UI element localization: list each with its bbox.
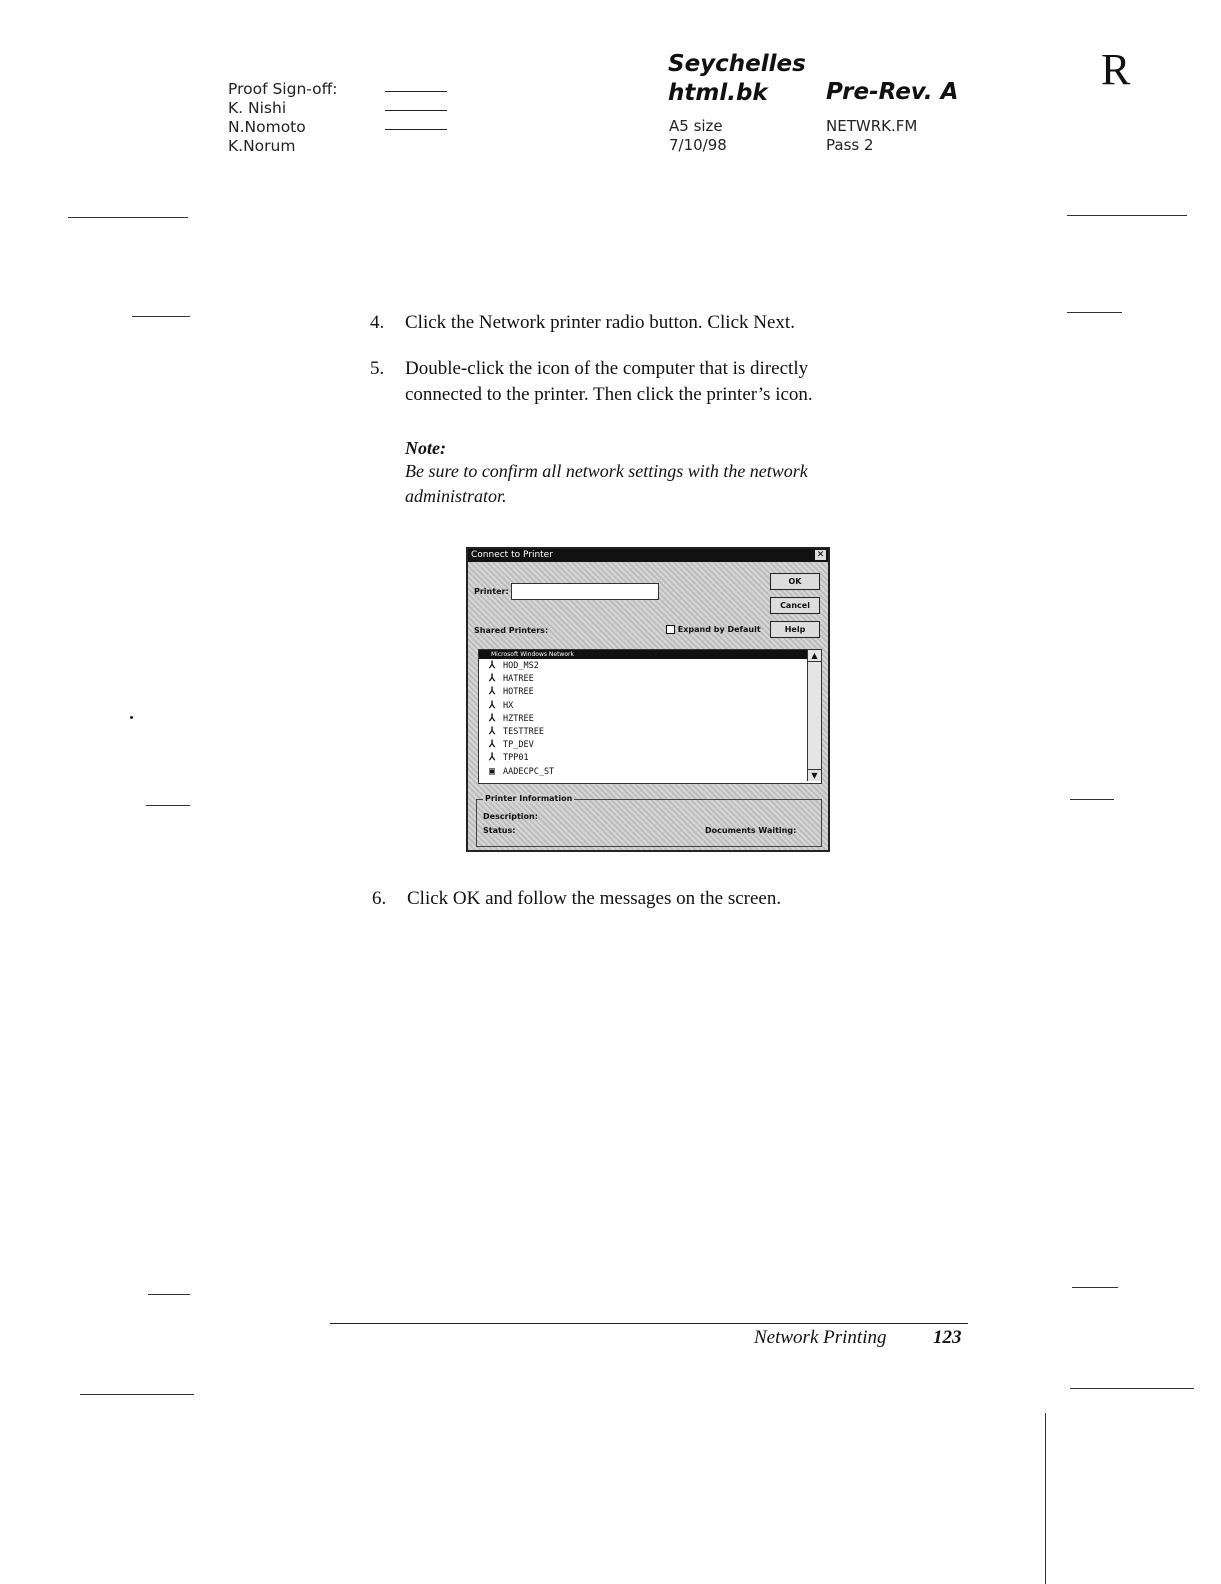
list-item[interactable]: [479, 699, 821, 712]
revision-label: Pre-Rev. A: [826, 79, 959, 105]
doc-size-date: [669, 117, 727, 155]
crop-mark: [1070, 799, 1114, 800]
network-tree-icon: ⅄: [489, 673, 496, 685]
close-icon[interactable]: ✕: [816, 550, 825, 560]
help-button[interactable]: Help: [770, 621, 820, 638]
signature-line: [385, 110, 447, 111]
scroll-down-icon[interactable]: ▼: [808, 769, 821, 781]
checkbox-icon: [666, 625, 675, 634]
shared-printers-label: Shared Printers:: [474, 626, 549, 635]
crop-mark: [148, 1294, 190, 1295]
file-name: NETWRK.FM: [826, 117, 918, 135]
expand-label: Expand by Default: [677, 625, 761, 634]
pass-number: Pass 2: [826, 136, 874, 154]
project-title: [668, 50, 806, 108]
network-tree-icon: ⅄: [489, 725, 496, 737]
scroll-up-icon[interactable]: ▲: [808, 650, 821, 662]
group-label: Printer Information: [485, 794, 573, 803]
page-size: A5 size: [669, 117, 723, 135]
list-item[interactable]: [479, 725, 821, 738]
binding-rule: [1045, 1413, 1046, 1584]
crop-mark: [1070, 1388, 1194, 1389]
list-item-label: TESTTREE: [503, 726, 544, 737]
list-item[interactable]: [479, 672, 821, 685]
list-item[interactable]: [479, 738, 821, 751]
ok-button[interactable]: OK: [770, 573, 820, 590]
status-label: Status:: [483, 826, 516, 835]
crop-mark: [1072, 1287, 1118, 1288]
signature-line: [385, 129, 447, 130]
crop-mark: [146, 805, 190, 806]
footer-rule: [330, 1323, 968, 1324]
registration-dot: [130, 716, 133, 719]
page-marker: R: [1101, 45, 1131, 94]
project-name: Seychelles: [668, 51, 806, 77]
network-tree-icon: ⅄: [489, 712, 496, 724]
proofer-name: K.Norum: [228, 137, 296, 155]
step-4: [370, 310, 990, 336]
proof-label: Proof Sign-off:: [228, 80, 338, 98]
note-block: [405, 438, 965, 509]
printer-input[interactable]: [511, 583, 659, 600]
dialog-title: Connect to Printer: [471, 550, 553, 560]
step-number: 6.: [372, 888, 387, 909]
network-tree-icon: ⅄: [489, 699, 496, 711]
doc-date: 7/10/98: [669, 136, 727, 154]
signature-line: [385, 91, 447, 92]
list-item-label: HOTREE: [503, 687, 534, 698]
crop-mark: [1067, 215, 1187, 216]
expand-by-default-checkbox[interactable]: [666, 625, 761, 634]
printer-information-group: [476, 794, 822, 847]
network-tree-icon: ⅄: [489, 686, 496, 698]
step-text: Click OK and follow the messages on the screen.: [407, 888, 782, 909]
step-5: [370, 356, 990, 408]
network-tree-icon: ⅄: [489, 752, 496, 764]
proof-signoff: [228, 80, 338, 156]
computer-icon: ▣: [489, 765, 496, 777]
list-item-label: HOD_MS2: [503, 661, 539, 671]
connect-to-printer-dialog: [466, 547, 830, 852]
description-label: Description:: [483, 812, 538, 821]
list-item-label: HX: [503, 700, 514, 711]
step-text: Double-click the icon of the computer that is directly: [405, 358, 809, 379]
shared-printers-list[interactable]: [478, 649, 822, 784]
list-item-label: AADECPC_ST: [503, 766, 555, 777]
doc-file-pass: [826, 117, 917, 155]
note-text: Be sure to confirm all network settings with the network: [405, 461, 808, 481]
crop-mark: [132, 316, 190, 317]
list-item-label: TPP01: [503, 753, 529, 764]
list-scrollbar[interactable]: [807, 650, 821, 781]
list-item[interactable]: [479, 659, 821, 672]
list-item[interactable]: [479, 765, 821, 778]
documents-waiting-label: Documents Waiting:: [705, 826, 797, 835]
step-text: connected to the printer. Then click the printer’s icon.: [405, 384, 813, 405]
page-number: 123: [933, 1327, 962, 1348]
network-tree-icon: ⅄: [489, 660, 496, 671]
step-6: [372, 886, 992, 912]
list-item-label: HZTREE: [503, 713, 534, 724]
list-item[interactable]: [479, 685, 821, 698]
proofer-name: K. Nishi: [228, 99, 287, 117]
printer-label: Printer:: [474, 587, 509, 596]
list-item[interactable]: [479, 751, 821, 764]
crop-mark: [1067, 312, 1122, 313]
note-text: administrator.: [405, 486, 507, 506]
step-number: 5.: [370, 358, 385, 379]
cancel-button[interactable]: Cancel: [770, 597, 820, 614]
note-heading: Note:: [405, 438, 446, 458]
list-item-label: HATREE: [503, 674, 534, 685]
crop-mark: [80, 1394, 194, 1395]
step-number: 4.: [370, 312, 385, 333]
crop-mark: [68, 217, 188, 218]
section-title: Network Printing: [754, 1327, 887, 1348]
proofer-name: N.Nomoto: [228, 118, 306, 136]
book-name: html.bk: [668, 80, 768, 106]
list-item[interactable]: [479, 712, 821, 725]
list-header[interactable]: Microsoft Windows Network: [479, 650, 821, 659]
network-tree-icon: ⅄: [489, 739, 496, 751]
list-item-label: TP_DEV: [503, 740, 534, 751]
dialog-title-bar: [468, 549, 828, 562]
step-text: Click the Network printer radio button. Click Next.: [405, 312, 795, 333]
